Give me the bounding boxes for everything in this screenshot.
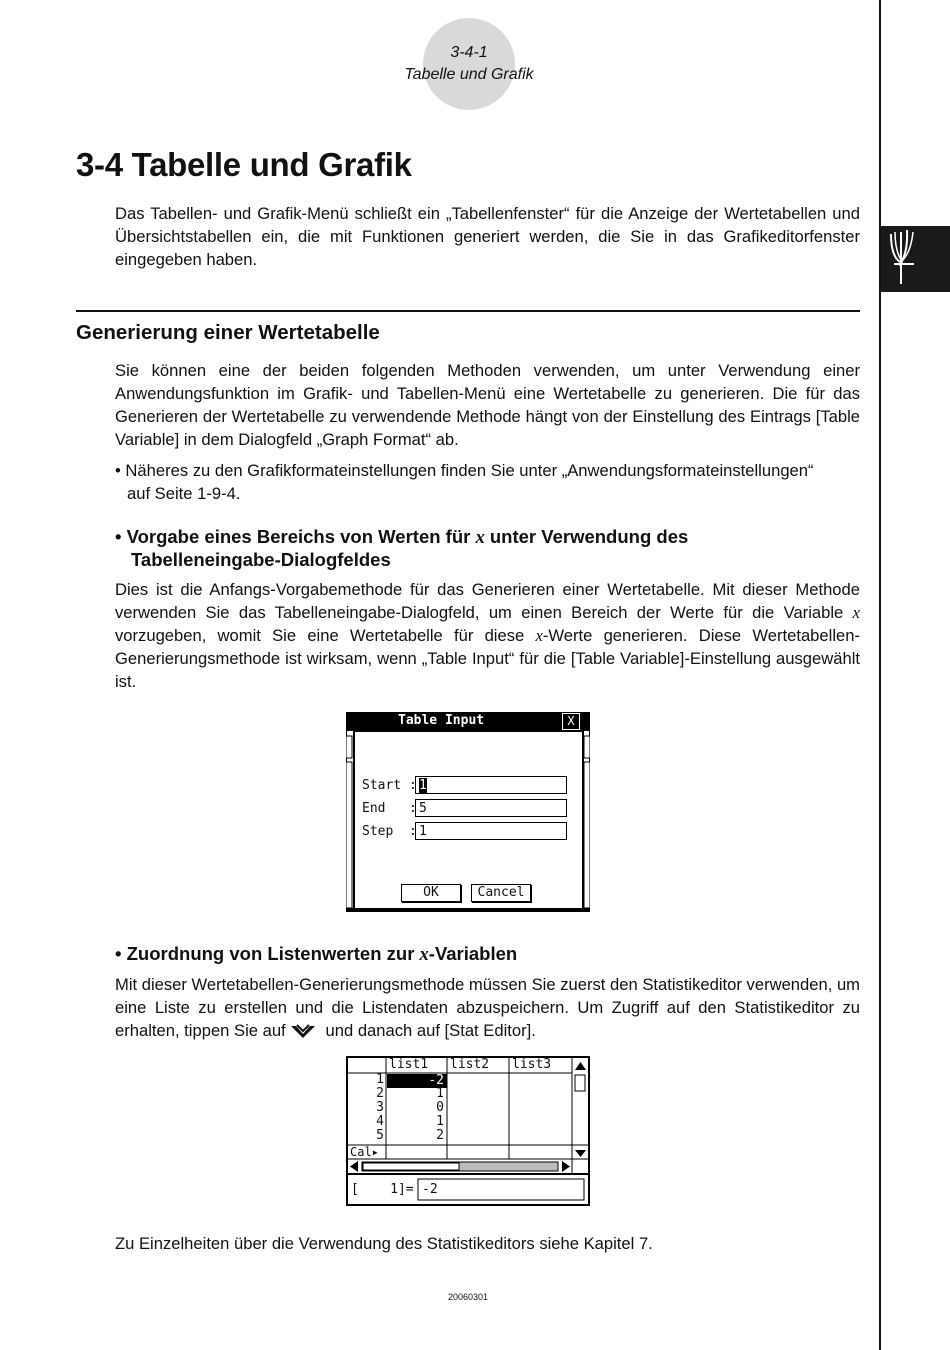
start-value: 1 xyxy=(419,778,427,793)
cell-reference: [ 1]= xyxy=(351,1182,414,1197)
method1-heading xyxy=(115,525,688,550)
cal-button[interactable]: Cal▸ xyxy=(350,1145,379,1159)
graph-table-icon xyxy=(881,226,950,292)
title-number: 3-4 xyxy=(76,146,123,183)
method1-text-c: -Werte generieren. Diese Wertetabellen-Generierungsmethode ist wirksam, wenn „Table Input“ für die [Table Variable]-Einstellung ausgewählt ist. xyxy=(115,626,860,691)
row-index-4: 4 xyxy=(376,1114,384,1129)
note-line-1: • Näheres zu den Grafikformateinstellungen finden Sie unter „Anwendungsformateinstellungen“ xyxy=(115,461,814,480)
list1-cell-1[interactable]: -2 xyxy=(387,1074,447,1088)
section-heading: Generierung einer Wertetabelle xyxy=(76,321,380,344)
section-divider xyxy=(76,310,860,312)
dialog-close-icon[interactable]: X xyxy=(562,713,580,730)
title-text: Tabelle und Grafik xyxy=(131,146,412,183)
row-index-1: 1 xyxy=(376,1072,384,1087)
ok-button[interactable]: OK xyxy=(401,884,461,902)
step-input[interactable]: 1 xyxy=(415,822,567,840)
method2-heading-a: • Zuordnung von Listenwerten zur xyxy=(115,943,420,964)
list1-cell-5[interactable]: 2 xyxy=(436,1128,444,1143)
method2-heading-var: x xyxy=(419,945,429,965)
row-index-3: 3 xyxy=(376,1100,384,1115)
method1-heading-var: x xyxy=(475,528,485,548)
note-line-2: auf Seite 1-9-4. xyxy=(127,484,241,503)
stat-editor-screen xyxy=(346,1056,590,1206)
end-input[interactable]: 5 xyxy=(415,799,567,817)
method1-heading-line2: Tabelleneingabe-Dialogfeldes xyxy=(131,549,391,570)
method2-text-a: Mit dieser Wertetabellen-Generierungsmethode müssen Sie zuerst den Statistikeditor verwenden, um eine Liste zu erstellen und die Listendaten abzuspeichern. Um Zugriff auf den Statistikeditor zu erhalten, tippen Sie auf xyxy=(115,975,860,1040)
list1-cell-2[interactable]: 1 xyxy=(436,1086,444,1101)
row-index-2: 2 xyxy=(376,1086,384,1101)
header-circle xyxy=(423,18,515,110)
cell-entry-input[interactable]: -2 xyxy=(422,1182,438,1197)
column-header-list2[interactable]: list2 xyxy=(450,1057,490,1072)
column-header-list1[interactable]: list1 xyxy=(389,1057,429,1072)
method2-paragraph xyxy=(115,973,860,1045)
start-input[interactable] xyxy=(415,776,567,794)
method1-text-b: vorzugeben, womit Sie eine Wertetabelle für diese xyxy=(115,626,536,645)
step-label: Step : xyxy=(362,824,417,839)
page-title xyxy=(76,146,412,184)
header-section-name: Tabelle und Grafik xyxy=(404,66,534,83)
start-label: Start : xyxy=(362,778,417,793)
list1-cell-4[interactable]: 1 xyxy=(436,1114,444,1129)
row-index-5: 5 xyxy=(376,1128,384,1143)
end-label: End : xyxy=(362,801,417,816)
table-input-dialog xyxy=(346,712,590,912)
menu-icon xyxy=(290,1022,316,1045)
intro-paragraph: Das Tabellen- und Grafik-Menü schließt ein „Tabellenfenster“ für die Anzeige der Wertetabellen und Übersichtstabellen ein, die mit Funktionen generiert werden, die Sie in das Grafikeditorfenster eingegeben haben. xyxy=(115,204,860,269)
method2-heading-b: -Variablen xyxy=(428,943,518,964)
method1-var-2: x xyxy=(535,626,543,645)
method2-text-b: und danach auf [Stat Editor]. xyxy=(320,1021,536,1040)
method1-text-a: Dies ist die Anfangs-Vorgabemethode für das Generieren einer Wertetabelle. Mit dieser Methode verwenden Sie das Tabelleneingabe-Dialogfeld, um einen Bereich der Werte für die Variable xyxy=(115,580,860,622)
header-page-number: 3-4-1 xyxy=(450,44,488,61)
footer-date-code: 20060301 xyxy=(447,1292,489,1302)
list1-cell-3[interactable]: 0 xyxy=(436,1100,444,1115)
cancel-button[interactable]: Cancel xyxy=(471,884,531,902)
page-edge-rule xyxy=(879,0,881,1350)
method2-heading xyxy=(115,942,517,967)
method1-heading-a: • Vorgabe eines Bereichs von Werten für xyxy=(115,526,476,547)
section-paragraph: Sie können eine der beiden folgenden Methoden verwenden, um unter Verwendung einer Anwendungsfunktion im Grafik- und Tabellen-Menü eine Wertetabelle zu generieren. Die für das Generieren der Wertetabelle zu verwendende Methode hängt von der Einstellung des Eintrags [Table Variable] in dem Dialogfeld „Graph Format“ ab. xyxy=(115,361,860,449)
method1-heading-b: unter Verwendung des xyxy=(484,526,689,547)
column-header-list3[interactable]: list3 xyxy=(512,1057,552,1072)
method1-paragraph xyxy=(115,578,860,693)
chapter-tab xyxy=(881,226,950,292)
dialog-title: Table Input xyxy=(398,713,485,728)
method1-var-1: x xyxy=(852,603,860,622)
closing-paragraph: Zu Einzelheiten über die Verwendung des Statistikeditors siehe Kapitel 7. xyxy=(115,1234,653,1253)
